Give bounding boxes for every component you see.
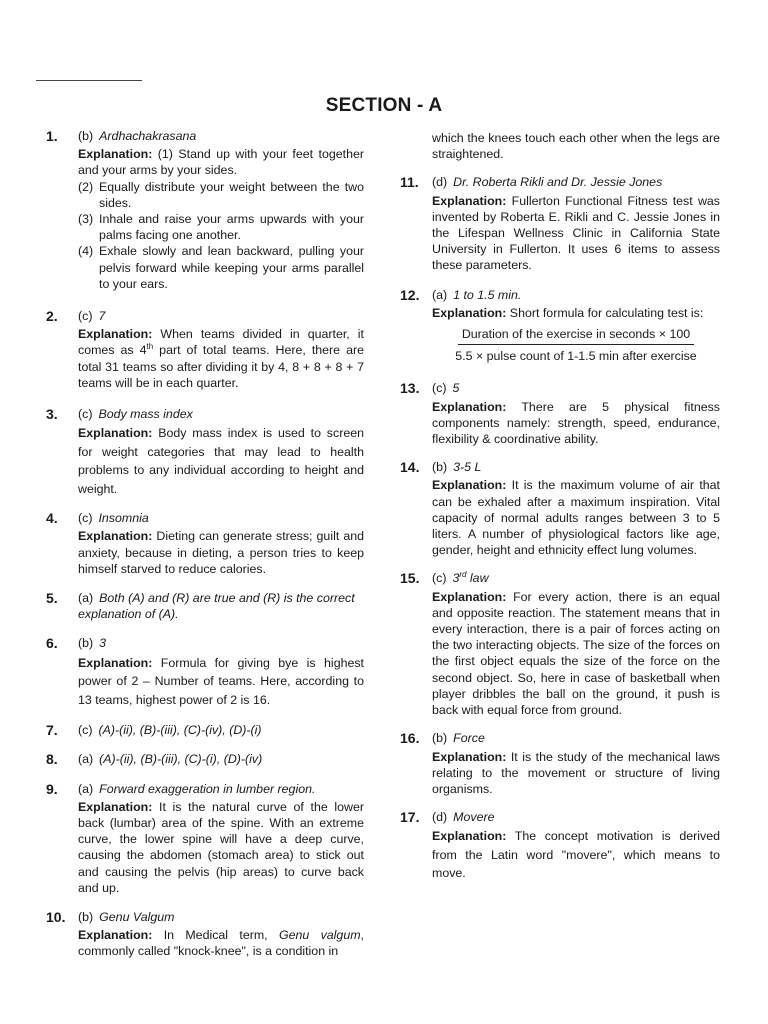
question-number: 2. [46, 308, 58, 325]
question-17 [400, 809, 720, 883]
question-number: 10. [46, 909, 66, 925]
explanation-step: (2) Equally distribute your weight between the two sides. [78, 179, 364, 210]
explanation: Explanation: Fullerton Functional Fitness test was invented by Roberta E. Rikli and C. Jessie Jones in the Lifespan Wellness Clinic in California State University in Fullerton. It uses 6 items to assess these parameters. [432, 193, 720, 273]
question-number: 9. [46, 780, 58, 797]
question-number: 4. [46, 510, 58, 527]
explanation-step: (4) Exhale slowly and lean backward, pulling your pelvis forward while keeping your arms parallel to your ears. [78, 244, 364, 291]
answer: (b) Genu Valgum [78, 910, 175, 924]
explanation: Explanation: Short formula for calculating test is: [432, 305, 704, 320]
explanation: Explanation: In Medical term, Genu valgum, commonly called "knock-knee", is a condition in [78, 928, 364, 959]
answer: (a) Both (A) and (R) are true and (R) is the correct explanation of (A). [78, 591, 355, 622]
question-2 [46, 308, 364, 391]
explanation: Explanation: (1) Stand up with your feet together and your arms by your sides. [78, 147, 364, 178]
section-title: SECTION - A [325, 95, 443, 116]
question-number: 3. [46, 406, 58, 423]
question-number: 1. [46, 128, 58, 144]
question-14 [400, 459, 720, 558]
question-4 [46, 510, 364, 577]
question-number: 15. [400, 570, 420, 587]
question-number: 8. [46, 751, 58, 768]
question-number: 5. [46, 590, 58, 607]
explanation: Explanation: When teams divided in quarter, it comes as 4th part of total teams. Here, there are total 31 teams so after dividing it by 4, 8 + 8 + 8 + 7 teams will be in each quarter. [78, 327, 364, 390]
question-number: 13. [400, 380, 420, 397]
explanation-step: (3) Inhale and raise your arms upwards with your palms facing one another. [78, 212, 364, 243]
question-9 [46, 781, 364, 896]
explanation: Explanation: It is the natural curve of the lower back (lumbar) area of the spine. With an extreme curve, the lower spine will have a deep curve, causing the abdomen (stomach area) to stick out and causing the pelvis (hip areas) to curve back and up. [78, 799, 364, 895]
question-8 [46, 751, 364, 767]
explanation: Explanation: Formula for giving bye is highest power of 2 – Number of teams. Here, according to 13 teams, highest power of 2 is 16. [78, 655, 364, 707]
question-12 [400, 287, 720, 365]
question-3 [46, 406, 364, 498]
question-16 [400, 730, 720, 797]
question-10-continued [400, 130, 720, 162]
question-10 [46, 909, 364, 960]
answer: (c) (A)-(ii), (B)-(iii), (C)-(iv), (D)-(i) [78, 723, 262, 738]
explanation-continued: which the knees touch each other when the legs are straightened. [432, 131, 720, 162]
formula-denominator: 5.5 × pulse count of 1-1.5 min after exercise [455, 349, 697, 364]
question-number: 11. [400, 174, 419, 191]
question-number: 7. [46, 722, 58, 739]
answer: (d) Movere [432, 810, 495, 825]
question-13 [400, 380, 720, 447]
right-column [400, 128, 720, 883]
question-1 [46, 128, 364, 292]
answer: (c) Body mass index [78, 407, 193, 422]
explanation: Explanation: For every action, there is an equal and opposite reaction. The statement means that in every interaction, there is a pair of forces acting on the two interacting objects. The size of the forces on the first object equals the size of the force on the second object. So, here in case of basketball when player dribbles the ball on the ground, it push is back with equal force from ground. [432, 589, 720, 718]
answer: (c) Insomnia [78, 511, 149, 526]
header-rule [36, 80, 142, 81]
answer: (a) Forward exaggeration in lumber region. [78, 781, 316, 796]
question-number: 12. [400, 286, 420, 303]
answer: (b) 3-5 L [432, 460, 482, 475]
answer: (b) Force [432, 731, 485, 746]
explanation: Explanation: There are 5 physical fitness components namely: strength, speed, endurance, flexibility & coordinative ability. [432, 399, 720, 447]
question-11 [400, 174, 720, 273]
question-5 [46, 590, 364, 622]
explanation: Explanation: Dieting can generate stress; guilt and anxiety, because in dieting, a person tries to keep himself starved to reduce calories. [78, 529, 364, 576]
explanation: Explanation: The concept motivation is derived from the Latin word "movere", which means to move. [432, 829, 720, 881]
answer: (d) Dr. Roberta Rikli and Dr. Jessie Jones [432, 175, 663, 190]
question-number: 6. [46, 635, 58, 652]
left-column [46, 128, 364, 960]
explanation: Explanation: Body mass index is used to screen for weight categories that may lead to health problems to any individual according to height and weight. [78, 426, 364, 496]
answer: (a) 1 to 1.5 min. [432, 287, 522, 302]
question-number: 16. [400, 730, 420, 747]
explanation: Explanation: It is the study of the mechanical laws relating to the movement or structure of living organisms. [432, 749, 720, 796]
answer: (a) (A)-(ii), (B)-(iii), (C)-(i), (D)-(iv) [78, 752, 263, 767]
answer: (b) Ardhachakrasana [78, 129, 197, 143]
question-15 [400, 570, 720, 718]
answer: (c) 7 [78, 309, 106, 324]
question-number: 14. [400, 459, 420, 476]
answer: (b) 3 [78, 636, 107, 651]
formula [432, 326, 720, 364]
question-number: 17. [400, 809, 420, 826]
explanation: Explanation: It is the maximum volume of air that can be exhaled after a maximum inspiration. Vital capacity of normal adults ranges between 3 to 5 liters. A number of physiological factors like age, gender, height and ethnicity effect lung volumes. [432, 478, 720, 558]
formula-numerator: Duration of the exercise in seconds × 100 [458, 326, 694, 345]
question-7 [46, 722, 364, 738]
question-6 [46, 635, 364, 709]
answer: (c) 3rd law [432, 570, 489, 586]
answer: (c) 5 [432, 381, 460, 396]
